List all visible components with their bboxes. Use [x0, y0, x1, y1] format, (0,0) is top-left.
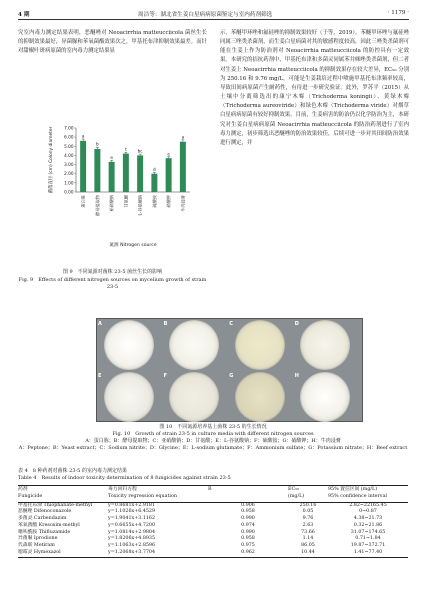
- bar: [151, 174, 157, 192]
- cell-r: 0.990: [241, 529, 255, 535]
- bar: [94, 149, 100, 192]
- caption-cn: 图 9 不同氮源对菌株 23-5 菌丝生长的影响: [62, 269, 163, 275]
- col-header-ec50-unit: (mg/L): [288, 494, 328, 502]
- caption-cn: 图 10 不同氮源培养基上菌株 23-5 的生长情况: [159, 424, 267, 430]
- x-tick-label: L-谷氨酸钠: [137, 195, 143, 216]
- plate-letter: G: [229, 373, 234, 379]
- petri-plate: [104, 372, 154, 422]
- plate-letter: H: [294, 373, 299, 379]
- petri-plate: [235, 320, 285, 370]
- x-tick-label: 硝酸钾: [166, 195, 172, 208]
- x-tick-label: 亚硝酸钠: [109, 195, 115, 212]
- cell-ec50: 73.66: [301, 529, 315, 535]
- cell-ci: 1.41~77.40: [328, 550, 408, 557]
- figure-10-plate-photos: [96, 318, 363, 422]
- y-tick-label: 7.00: [64, 125, 74, 131]
- bar: [109, 162, 115, 192]
- petri-plate: [300, 372, 350, 422]
- significance-letter: e: [167, 151, 170, 157]
- cell-fungicide: 甲基托布津 Thiophanate-methyl: [18, 502, 93, 508]
- significance-letter: c: [124, 146, 128, 152]
- plate-letter: D: [294, 321, 299, 327]
- y-tick-label: 4.00: [64, 152, 74, 158]
- cell-ci: 31.07~174.65: [350, 529, 386, 535]
- cell-equation: y=1.9041x+3.1162: [108, 516, 156, 521]
- plate-letter: F: [163, 373, 168, 379]
- cell-equation: y=1.1063x+2.8596: [108, 543, 156, 548]
- y-tick-label: 0.00: [64, 189, 74, 195]
- bar: [137, 155, 143, 192]
- y-tick-label: 1.00: [64, 180, 74, 186]
- paragraph: 示，苯醚甲环唑和氟硅唑的抑制效果较好（于等，2019）。苯醚甲环唑与氟硅唑同属三唑类杀菌剂，而生姜白星病菌对其的敏感程度较高，因此三唑类杀菌剂可能在生姜上作为防治剂对 Neoacirrhia matteucciicola 的防控具有一定效果。本研究的拮抗药剂中，甲基托布津和多菌灵同属苯并咪唑类杀菌剂，但二者对生姜上 Neoacirrhia matteucciicola 的抑制效果存在较大差异，EC₅₀ 分别为 250.16 和 9.76 mg/L，可能是生姜栽培过程中喷施甲基托布津频率较高，导致田间病原菌产生耐药性，有待进一步研究验证。此外，罗苏平（2015）从土壤中分离筛选出的康宁木霉（Trichoderma koningii）、黄绿木霉（Trichoderma aureoviride）和绿色木霉（Trichoderma viride）对烟草白星病病原菌有较好抑制效果。目前，生姜病害的防治仍以化学防治为主，本研究对生姜白星病病原菌 Neoacirrhia matteucciicola 的防治药剂进行了室内毒力测定，初步筛选出恶醚唑的防治效果较佳，后续可进一步对其田间防治效果进行测定，并: [220, 30, 409, 146]
- table-title-en: Table 4 Results of indoor toxicity determination of 8 fungicides against strain 23-5: [18, 475, 231, 481]
- cell-fungicide: 异菌脲 Iprodione: [18, 536, 58, 542]
- cell-r: 0.975: [241, 543, 255, 548]
- cell-fungicide: 苯氧菌酯 Kresoxim-methyl: [18, 522, 80, 528]
- cell-equation: y=0.8681x+2.9181: [108, 502, 156, 508]
- col-header-fungicide-en: Fungicide: [18, 494, 108, 502]
- cell-ec50: 1.14: [302, 536, 314, 542]
- paragraph: 究室内毒力测定结果表明，恶醚唑对 Neoacirrhia matteucciicola 菌丝生长的抑制效果最好，异菌脲和苯氧菌酯效果次之，甲基托布津抑制效果最差。而针对甜椒叶斑病原菌的室内毒力测定结果显: [18, 30, 207, 55]
- cell-fungicide: 恶醚唑 Difenoconazole: [18, 509, 72, 515]
- x-tick-label: 酵母提取物: [94, 195, 100, 216]
- x-axis-label: 氮源 Nitrogen source: [109, 243, 157, 248]
- cell-fungicide: 噁霉灵 Hymexazol: [18, 550, 108, 557]
- y-tick-label: 3.00: [64, 162, 74, 168]
- legend-cn: A：蛋白胨；B：酵母提取物；C：亚硝酸钠；D：甘氨酸；E：L-谷氨酸钠；F：硫酸铵；G：硝酸钾；H：牛肉浸膏: [85, 438, 341, 444]
- significance-letter: b: [96, 141, 99, 147]
- figure-10-caption: [18, 424, 408, 452]
- issue-label: 4 期: [18, 12, 30, 18]
- col-header-equation: 毒力回归方程: [108, 486, 208, 494]
- cell-r: 0.906: [241, 502, 255, 508]
- caption-en: Fig. 10 Growth of strain 23-5 in culture media with different nitrogen sources: [112, 431, 314, 437]
- col-header-ci: 95% 置信区间 (mg/L): [328, 486, 408, 494]
- cell-equation: y=1.2068x+3.7704: [108, 550, 208, 557]
- bar: [123, 154, 129, 192]
- bar-chart-svg: [40, 122, 198, 252]
- col-header-ec50: EC₅₀: [288, 486, 328, 494]
- y-tick-label: 2.00: [64, 171, 74, 177]
- legend-en: A：Peptone；B：Yeast extract；C：Sodium nitrite；D：Glycine；E：L-sodium glutamate；F：Ammonium sulfate；G：Potassium nitrate；H：Beef extract: [18, 445, 408, 451]
- plate-letter: A: [98, 321, 102, 327]
- cell-equation: y=1.1026x+6.4529: [108, 509, 156, 515]
- bar: [180, 142, 186, 192]
- bar: [166, 158, 172, 192]
- cell-ec50: 250.16: [299, 502, 317, 508]
- cell-ec50: 10.44: [288, 550, 328, 557]
- cell-r: 0.958: [241, 509, 255, 515]
- col-header-r: R: [208, 486, 288, 494]
- x-tick-label: 蛋白胨: [80, 195, 86, 208]
- cell-fungicide: 代森联 Metiram: [18, 543, 55, 548]
- cell-fungicide: 噻呋酰胺 Thifluzamide: [18, 529, 71, 535]
- cell-ci: 2.82~22165.45: [349, 502, 387, 508]
- page-number: · 1179 ·: [387, 10, 409, 16]
- table-row: [18, 530, 408, 537]
- cell-equation: y=1.0814x+2.9804: [108, 529, 156, 535]
- table-title-cn: 表 4 8 种药剂对菌株 23-5 的室内毒力测定结果: [18, 468, 127, 474]
- cell-r: 0.974: [241, 522, 255, 528]
- col-header-ci-en: 95% confidence interval: [328, 494, 408, 502]
- table-4: [18, 485, 408, 558]
- table-row: [18, 516, 408, 523]
- x-tick-label: 甘氨酸: [123, 195, 129, 208]
- bar: [80, 141, 86, 192]
- significance-letter: a: [81, 133, 85, 139]
- significance-letter: e: [110, 154, 113, 160]
- right-column-text: [220, 29, 409, 148]
- table-row: [18, 543, 408, 550]
- figure-9-chart: [40, 122, 198, 252]
- plate-letter: C: [229, 321, 233, 327]
- caption-en: Fig. 9 Effects of different nitrogen sources on mycelium growth of strain 23-5: [18, 276, 207, 291]
- petri-plate: [169, 372, 219, 422]
- petri-plate: [104, 320, 154, 370]
- cell-r: 0.990: [241, 516, 255, 521]
- cell-r: 0.962: [208, 550, 288, 557]
- table-row: [18, 523, 408, 530]
- significance-letter: d: [153, 166, 156, 172]
- x-tick-label: 硫酸铵: [151, 195, 157, 208]
- table-row: [18, 502, 408, 509]
- cell-equation: y=0.6655x+4.7200: [108, 522, 156, 528]
- table-row: [18, 509, 408, 516]
- petri-plate: [169, 320, 219, 370]
- y-axis-label: 菌落直径 (cm) Colony diameter: [49, 126, 54, 194]
- running-header: [18, 8, 409, 20]
- left-column-text: [18, 29, 207, 56]
- cell-ci: 0~0.87: [359, 509, 377, 515]
- figure-9-caption: [18, 269, 207, 292]
- table-row: [18, 550, 408, 557]
- plate-letter: B: [163, 321, 168, 327]
- col-header-fungicide: 药剂: [18, 486, 108, 494]
- cell-ec50: 86.05: [301, 543, 315, 548]
- petri-plate: [300, 320, 350, 370]
- cell-equation: y=1.8206x+4.8935: [108, 536, 156, 542]
- cell-ci: 0.71~1.84: [355, 536, 381, 542]
- running-title: 周洁等：湖北省生姜白星病病原菌鉴定与室内药剂筛选: [138, 12, 273, 18]
- x-tick-label: 牛肉浸膏: [180, 195, 186, 212]
- cell-ci: 4.38~21.73: [353, 516, 383, 521]
- petri-plate: [235, 372, 285, 422]
- cell-r: 0.958: [241, 536, 255, 542]
- y-tick-label: 6.00: [64, 134, 74, 140]
- cell-ec50: 0.05: [302, 509, 314, 515]
- significance-letter: bc: [137, 148, 143, 154]
- cell-ci: 19.87~372.71: [350, 543, 386, 548]
- table-4-title: [18, 468, 408, 482]
- plate-letter: E: [98, 373, 102, 379]
- col-header-equation-en: Toxicity regression equation: [108, 494, 208, 502]
- y-tick-label: 5.00: [64, 143, 74, 149]
- cell-fungicide: 多菌灵 Carbendazim: [18, 516, 67, 521]
- cell-ec50: 2.63: [302, 522, 314, 528]
- cell-ci: 0.32~21.86: [353, 522, 383, 528]
- table-row: [18, 536, 408, 543]
- cell-ec50: 9.76: [302, 516, 314, 521]
- significance-letter: a: [181, 134, 185, 140]
